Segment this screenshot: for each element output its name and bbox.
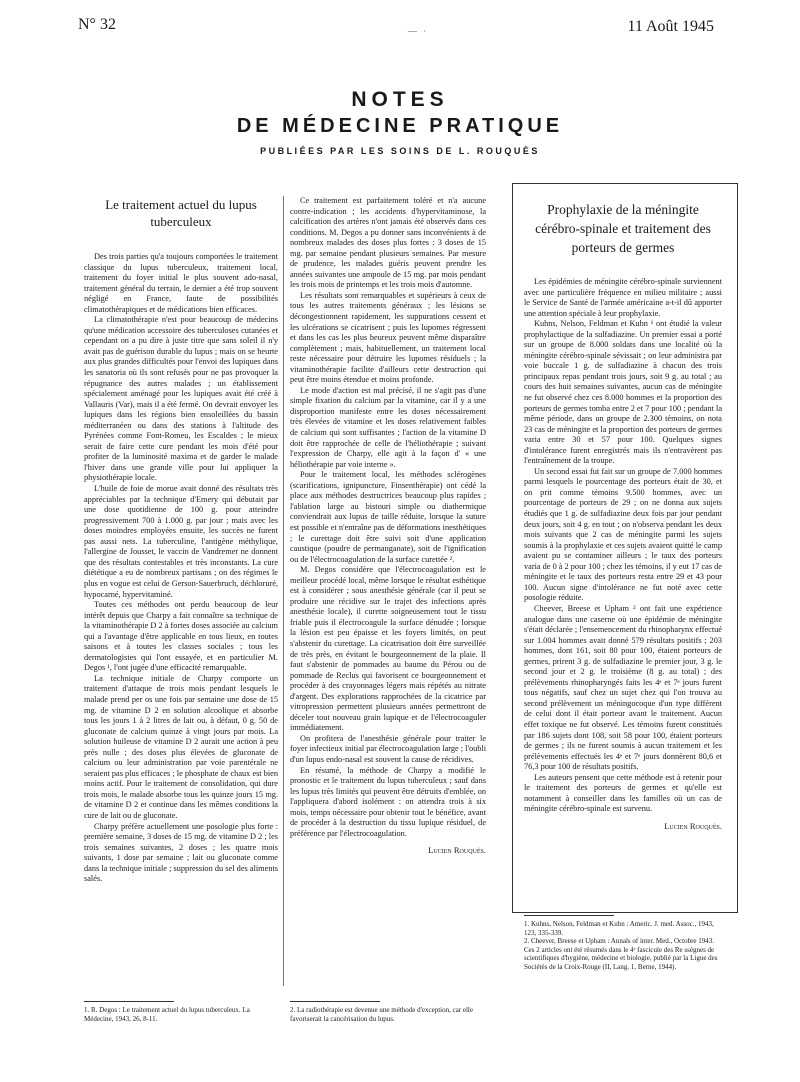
footnote: Ces 2 articles ont été résumés dans le 4ᵉ fascicule des Re sségnes de scientifiques d'hygiène, médecine et biologie, publié par la Ligue des Sociétés de la Croix-Rouge (II, Lang. 1, Berne, 1944). (524, 945, 718, 971)
footnote-rule (84, 1001, 174, 1002)
author-signature: Lucien Rouquès. (428, 845, 486, 856)
article-title: Le traitement actuel du lupus tuberculeux (105, 197, 257, 229)
footnote: 2. La radiothérapie est devenue une méthode d'exception, car elle favoriserait la cancérisation du lupus. (290, 1006, 473, 1023)
issue-date: 11 Août 1945 (627, 18, 714, 35)
footnote-rule (524, 915, 614, 916)
paragraph: En résumé, la méthode de Charpy a modifié le pronostic et le traitement du lupus tuberculeux ; sauf dans les lupus très limités qui peuvent être détruits d'emblée, on l'appliquera d'abord isolément : on attendra trois à six mois, temps nécessaire pour obtenir tout le bénéfice, avant de procéder à la destruction du tissu lupique résiduel, de préférence par l'électrocoagulation. (290, 765, 486, 838)
paragraph: Les épidémies de méningite cérébro-spinale surviennent avec une particulière fréquence en milieu militaire ; aussi le Service de Santé de l'armée américaine a-t-il dû apporter une attention spéciale à leur prophylaxie. (524, 277, 722, 318)
footnote: 1. R. Degos : Le traitement actuel du lupus tuberculeux. La Médecine, 1943, 26, 8-11. (84, 1006, 250, 1023)
masthead (0, 88, 800, 156)
paragraph: On profitera de l'anesthésie générale pour traiter le foyer infectieux initial par électrocoagulation large ; l'oubli d'un lupus endo-nasal est souvent la cause de récidives. (290, 733, 487, 764)
article-title: Prophylaxie de la méningite cérébro-spinale et traitement des porteurs de germes (535, 202, 711, 255)
paragraph: Charpy préfère actuellement une posologie plus forte : première semaine, 3 doses de 15 mg. de vitamine D 2 ; les trois semaines suivantes, 2 doses ; les quatre mois suivants, 1 dose par semaine ; lait ou gluconate comme dans la technique initiale ; suppression du sel des aliments salés. (84, 821, 278, 884)
footnote: 2. Cheever, Breese et Upham : Annals of inter. Med., Octobre 1943. (524, 937, 715, 945)
footnote: 1. Kuhns, Nelson, Feldman et Kuhn : Americ. J. med. Assoc., 1943, 123, 335-339. (524, 920, 714, 937)
paragraph: Kuhns, Nelson, Feldman et Kuhn ¹ ont étudié la valeur prophylactique de la sulfadiazine. Un premier essai a porté sur un groupe de 8.000 soldats dans une localité où la méningite cérébro-spinale sévissait ; on leur administra par voie buccale 1 g. de sulfadiazine à chacun des trois principaux repas pendant trois jours, soit 9 g. au total ; au cours des huit semaines suivantes, aucun cas de méningite ne fut observé chez ces 8.000 hommes et la proportion des porteurs de germes tomba entre 2 et 7 pour 100 ; pendant la même période, dans un groupe de 2.300 témoins, on nota 23 cas de méningite et la proportion des porteurs de germes varia entre 30 et 57 pour 100. Quelques signes d'intolérance furent enregistrés mais ils n'entravèrent pas l'entraînement de la troupe. (524, 319, 722, 466)
issue-number: N° 32 (78, 16, 116, 33)
paragraph: Des trois parties qu'a toujours comportées le traitement classique du lupus tuberculeux, traitement local, traitement du foyer initial le plus souvent ado-nasal, traitement général du terrain, le dernier a été trop souvent négligé en France, faute de possibilités climatothérapiques et de médications bien efficaces. (84, 252, 278, 314)
paragraph: Les résultats sont remarquables et supérieurs à ceux de tous les autres traitements généraux ; les lésions se décongestionnent rapidement, les suppurations cessent et les ulcérations se cicatrisent ; puis les lupomes régressent et dans les cas les plus heureux peuvent même disparaître complètement ; mais, habituellement, un traitement local reste nécessaire pour détruire les lupomes résiduels ; la vitaminothérapie facilite d'ailleurs cette destruction qui peut être moins étendue et moins profonde. (290, 290, 486, 385)
paragraph: Cheever, Breese et Upham ² ont fait une expérience analogue dans une caserne où une épidémie de méningite s'était déclarée ; l'ensemencement du rhinopharynx effectué sur 1.004 hommes avait donné 579 résultats positifs ; 203 hommes, dont 161, soit 80 pour 100, étaient porteurs de germes, prirent 3 g. de sulfadiazine le premier jour, 3 g. le second jour et 2 g. le troisième (8 g. au total) ; des prélèvements rhinopharyngés faits les 4ᵉ et 7ᵉ jours furent tous négatifs, sauf chez un sujet chez qui l'on trouva au second prélèvement un méningocoque d'un type différent de celui dont il était porteur avant le traitement. Aucun effet toxique ne fut observé. Les témoins furent constitués par 186 sujets dont 108, soit 58 pour 100, étaient porteurs de germes ; ils ne furent soumis à aucun traitement et les prélèvements effectués les 4ᵉ et 7ᵉ jours donnèrent 80,6 et 76,3 pour 100 de résultats positifs. (524, 603, 722, 772)
paragraph: La technique initiale de Charpy comporte un traitement d'attaque de trois mois pendant lesquels le malade prend per os une fois par semaine une dose de 15 mg. de vitamine D 2 en solution alcoolique et absorbe tous les jours 1 à 2 litres de lait ou, à défaut, 0 g. 50 de gluconate de calcium quinze à vingt jours par mois. La solution huileuse de vitamine D 2 aurait une action à peu près nulle ; des doses plus élevées de gluconate de calcium ou leur administration par voie parentérale ne seraient pas plus efficaces ; le phosphate de chaux est bien moins actif. Pour le traitement de consolidation, qui dure trois mois, le malade absorbe tous les quinze jours 15 mg. de vitamine D 2 et continue dans les mêmes conditions la cure de lait ou de gluconate. (84, 673, 278, 820)
author-signature: Lucien Rouquès. (664, 820, 722, 831)
article-lupus-col1 (84, 196, 278, 885)
masthead-title-2: DE MÉDECINE PRATIQUE (236, 115, 564, 137)
paragraph: La climatothérapie n'est pour beaucoup de médecins qu'une médication accessoire des tuberculoses cutanées et cependant on a pu dire à juste titre que sans soleil il n'y avait pas de guérison durable du lupus ; mais on se heurte aux plus grandes difficultés pour l'envoi des lupiques dans les sanatoria où ils sont refusés pour ne pas provoquer la répugnance des autres malades ; un établissement spécialement aménagé pour les lupiques avait été créé à Vallauris (Var), mais il a été fermé. On devrait envoyer les lupiques dans les régions bien ensoleillées du bassin méditerranéen ou dans des stations à l'altitude des Pyrénées comme Font-Romeu, les Escaldes ; le mieux serait de faire cette cure pendant les mois d'été pour profiter de la luminosité maxima et de garder le malade l'hiver dans une grande ville pour lui appliquer la physiothérapie locale. (84, 315, 278, 483)
paragraph: Les auteurs pensent que cette méthode est à retenir pour le traitement des porteurs de germes et qu'elle est notamment à conseiller dans les familles où un cas de méningite cérébro-spinale est survenu. (524, 772, 722, 814)
paragraph: Ce traitement est parfaitement toléré et n'a aucune contre-indication ; les accidents d'hypervitaminose, la calcification des artères n'ont jamais été observés dans ces conditions. M. Degos a pu donner sans inconvénients à de nombreux malades des doses plus fortes : 3 doses de 15 mg. par semaine pendant plusieurs semaines. Par mesure de prudence, les malades guéris peuvent prendre les années suivantes une ampoule de 15 mg. par mois pendant les trois mois de printemps et les trois mois d'automne. (290, 196, 486, 290)
paragraph: Un second essai fut fait sur un groupe de 7.000 hommes parmi lesquels le pourcentage des porteurs était de 30, et on prit comme témoins 9.500 hommes, avec un pourcentage de porteurs de 29 ; on ne donna aux sujets étudiés que 1 g. de sulfadiazine deux fois par jour pendant deux jours, soit 4 g. en tout ; on n'observa pendant les deux mois suivants que 2 cas de méningite parmi les sujets soumis à la prophylaxie et ces sujets avaient quitté le camp avaient pu se contaminer ailleurs ; le taux des porteurs varia de 0 à 2 pour 100 ; chez les témoins, il y eut 17 cas de méningite et le taux des porteurs resta entre 29 et 43 pour 100. Aucun signe d'intolérance ne fut noté avec cette posologie réduite. (524, 466, 722, 603)
paragraph: L'huile de foie de morue avait donné des résultats très appréciables par la technique d'Emery qui débutait par une dose quotidienne de 100 g. pour atteindre progressivement 700 à 1.000 g. par jour ; mais avec les doses moindres employées ensuite, les succès ne furent pas aussi nets. La tuberculine, l'antigène méthylique, l'allergine de Jousset, le vaccin de Vandremer ne donnent que des résultats contestables et très inconstants. La cure diététique a eu de nombreux partisans ; on des régimes le plus en vogue est celui de Gerson-Sauerbruch, déchloruré, hypocarné, hypervitaminé. (84, 484, 278, 599)
footnote-rule (290, 1001, 380, 1002)
paragraph: Toutes ces méthodes ont perdu beaucoup de leur intérêt depuis que Charpy a fait connaître sa technique de la vitaminothérapie D 2 à fortes doses associée au calcium qui a l'avantage d'être applicable en tous lieux, en toutes saisons et à toutes les classes sociales ; tous les dermatologistes qui l'ont essayée, et en particulier M. Degos ¹, l'ont jugée d'une efficacité remarquable. (84, 600, 278, 673)
header-ornament: — · (408, 26, 429, 36)
column-divider (283, 196, 284, 986)
paragraph: Pour le traitement local, les méthodes sclérogènes (scarifications, ignipuncture, Finsenthérapie) ont cédé la place aux méthodes destructrices beaucoup plus rapides ; l'ablation large au bistouri simple ou diathermique conviendrait aux lupus de taille réduite, lorsque la suture est possible et n'entraîne pas de déformations inesthétiques ; le curettage doit être suivi soit d'une application caustique (poudre de permanganate), soit de l'ignification ou de l'électrocoagulation de la surface curettée ². (290, 470, 486, 564)
paragraph: M. Degos considère que l'électrocoagulation est le meilleur procédé local, même lorsque le résultat esthétique est à considérer ; sous anesthésie générale (car il peut se produire une récidive sur le trajet des infections après anesthésie locale), il curette soigneusement tout le tissu friable puis il électrocoagule la surface dénudée ; lorsque la lésion est peu épaisse et les foyers limités, on peut s'abstenir du curettage. La cicatrisation doit être surveillée de très près, en évitant le bourgeonnement de la plaie. Il faut s'abstenir de pommades au baume du Pérou ou de pommade de Reclus qui favorisent ce bourgeonnement et procéder à des crayonnages légers mais répétés au nitrate d'argent. Des explorations rapprochées de la cicatrice par vitropression permettent plusieurs années permettront de déceler tout nouveau grain lupique et de l'électrocoaguler immédiatement. (290, 565, 486, 733)
masthead-subtitle: PUBLIÉES PAR LES SOINS DE L. ROUQUÈS (260, 146, 540, 156)
masthead-title-1: NOTES (351, 88, 449, 111)
article-meningite (524, 200, 722, 831)
page-header (78, 8, 714, 34)
paragraph: Le mode d'action est mal précisé, il ne s'agit pas d'une simple fixation du calcium par la vitamine, car il y a une disproportion manifeste entre les doses nécessairement très élevées de vitamine et les doses relativement faibles de calcium qui sont suffisantes ; l'action de la vitamine D doit être rapprochée de celle de l'héliothérapie ; suivant l'expression de Charpy, elle agit à la façon d' « une héliothérapie par voie interne ». (290, 385, 486, 469)
footnotes-block (524, 920, 722, 971)
article-lupus-col2 (290, 196, 486, 856)
